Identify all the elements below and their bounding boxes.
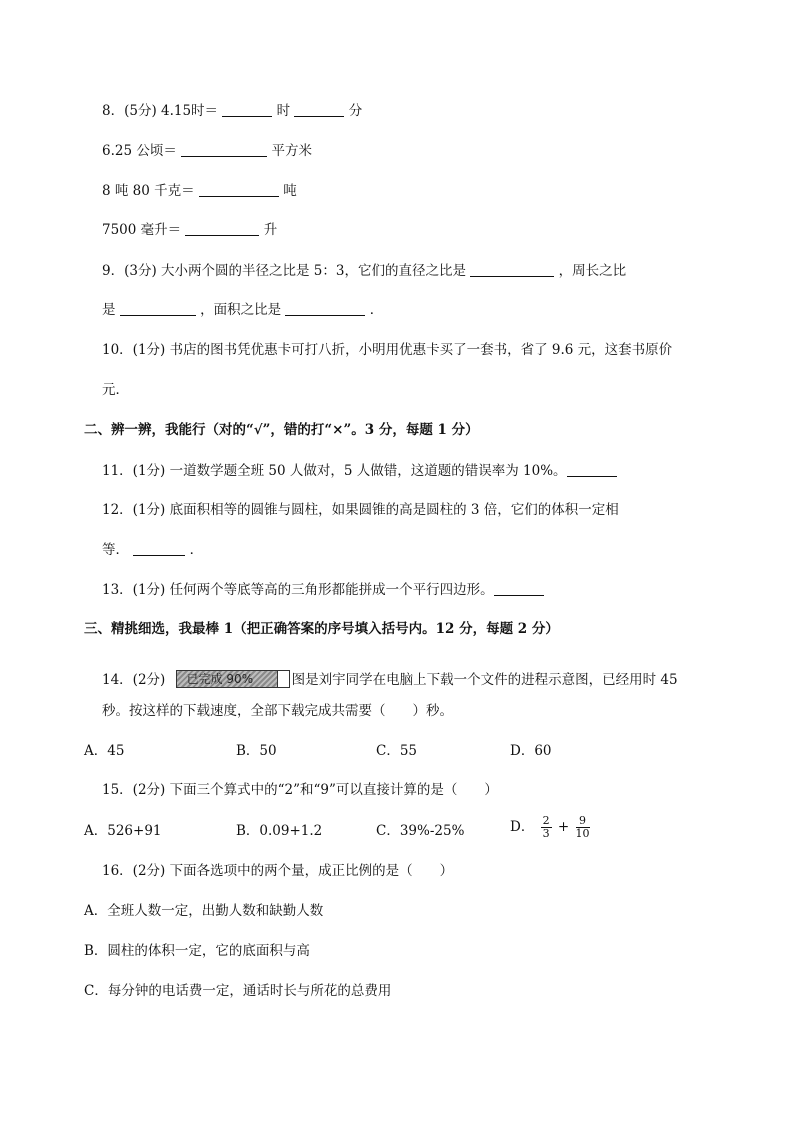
q13-blank[interactable] (494, 581, 544, 596)
q8-line3: 8 吨 80 千克＝ 吨 (102, 183, 297, 199)
q13-line: 13．(1分) 任何两个等底等高的三角形都能拼成一个平行四边形。 (102, 581, 544, 599)
q15-option-c[interactable]: C．39%-25% (376, 823, 465, 839)
q10-line2: 元． (102, 382, 129, 398)
q12-blank[interactable] (133, 541, 185, 556)
q9-line1: 9．(3分) 大小两个圆的半径之比是 5：3，它们的直径之比是 ，周长之比 (102, 263, 627, 279)
q15-option-d[interactable]: D． $\frac{2}{3}$ + $\frac{9}{10}$ (510, 814, 590, 840)
section-2-title: 二、辨一辨，我能行（对的“√”，错的打“×”。3 分，每题 1 分） (84, 422, 479, 438)
q8-blank-tons[interactable] (199, 182, 279, 197)
q10-line1: 10．(1分) 书店的图书凭优惠卡可打八折，小明用优惠卡买了一套书，省了 9.6 元，这套书原价 (102, 342, 673, 358)
q8-line2: 6.25 公顷＝ 平方米 (102, 143, 312, 159)
q9-line2: 是 ，面积之比是 ． (102, 302, 384, 318)
q15-option-a[interactable]: A．526+91 (84, 823, 162, 839)
q14-option-c[interactable]: C．55 (376, 743, 418, 759)
q16-option-b[interactable]: B．圆柱的体积一定，它的底面积与高 (84, 943, 310, 959)
q8-line1: 8．(5分) 4.15时＝ 时 分 (102, 103, 363, 119)
q15-option-b[interactable]: B．0.09+1.2 (236, 823, 323, 839)
q16-option-a[interactable]: A．全班人数一定，出勤人数和缺勤人数 (84, 903, 324, 919)
q15-line: 15．(2分) 下面三个算式中的“2”和“9”可以直接计算的是（ ） (102, 782, 498, 798)
q11-blank[interactable] (567, 462, 617, 477)
fraction-two-thirds: $\frac{2}{3}$ (542, 814, 550, 840)
q8-blank-sqm[interactable] (181, 142, 267, 157)
q16-line: 16．(2分) 下面各选项中的两个量，成正比例的是（ ） (102, 863, 454, 879)
q8-line4: 7500 毫升＝ 升 (102, 222, 278, 238)
q16-option-c[interactable]: C．每分钟的电话费一定，通话时长与所花的总费用 (84, 983, 392, 999)
q14-option-d[interactable]: D．60 (510, 743, 552, 759)
q14-line1: 14．(2分) 已完成 90% 图是刘宇同学在电脑上下载一个文件的进程示意图，已经用时 45 (102, 672, 678, 688)
q9-blank-circumference[interactable] (120, 301, 196, 316)
section-3-title: 三、精挑细选，我最棒 1（把正确答案的序号填入括号内。12 分，每题 2 分） (84, 621, 559, 637)
download-progress-bar (176, 670, 290, 688)
q12-line2: 等． ． (102, 542, 204, 558)
q8-blank-liters[interactable] (185, 221, 259, 236)
q12-line1: 12．(1分) 底面积相等的圆锥与圆柱，如果圆锥的高是圆柱的 3 倍，它们的体积一定相 (102, 502, 619, 518)
q9-blank-diameter[interactable] (470, 262, 554, 277)
q14-line2: 秒。按这样的下载速度，全部下载完成共需要（ ）秒。 (102, 703, 453, 719)
q14-option-b[interactable]: B．50 (236, 743, 277, 759)
q9-blank-area[interactable] (285, 301, 365, 316)
q8-blank-hours[interactable] (222, 102, 272, 117)
q14-option-a[interactable]: A．45 (84, 743, 125, 759)
q8-blank-minutes[interactable] (294, 102, 344, 117)
q11-line: 11．(1分) 一道数学题全班 50 人做对，5 人做错，这道题的错误率为 10%。 (102, 462, 617, 480)
fraction-nine-tenths: $\frac{9}{10}$ (575, 814, 590, 840)
progress-label: 已完成 90% (186, 672, 254, 686)
